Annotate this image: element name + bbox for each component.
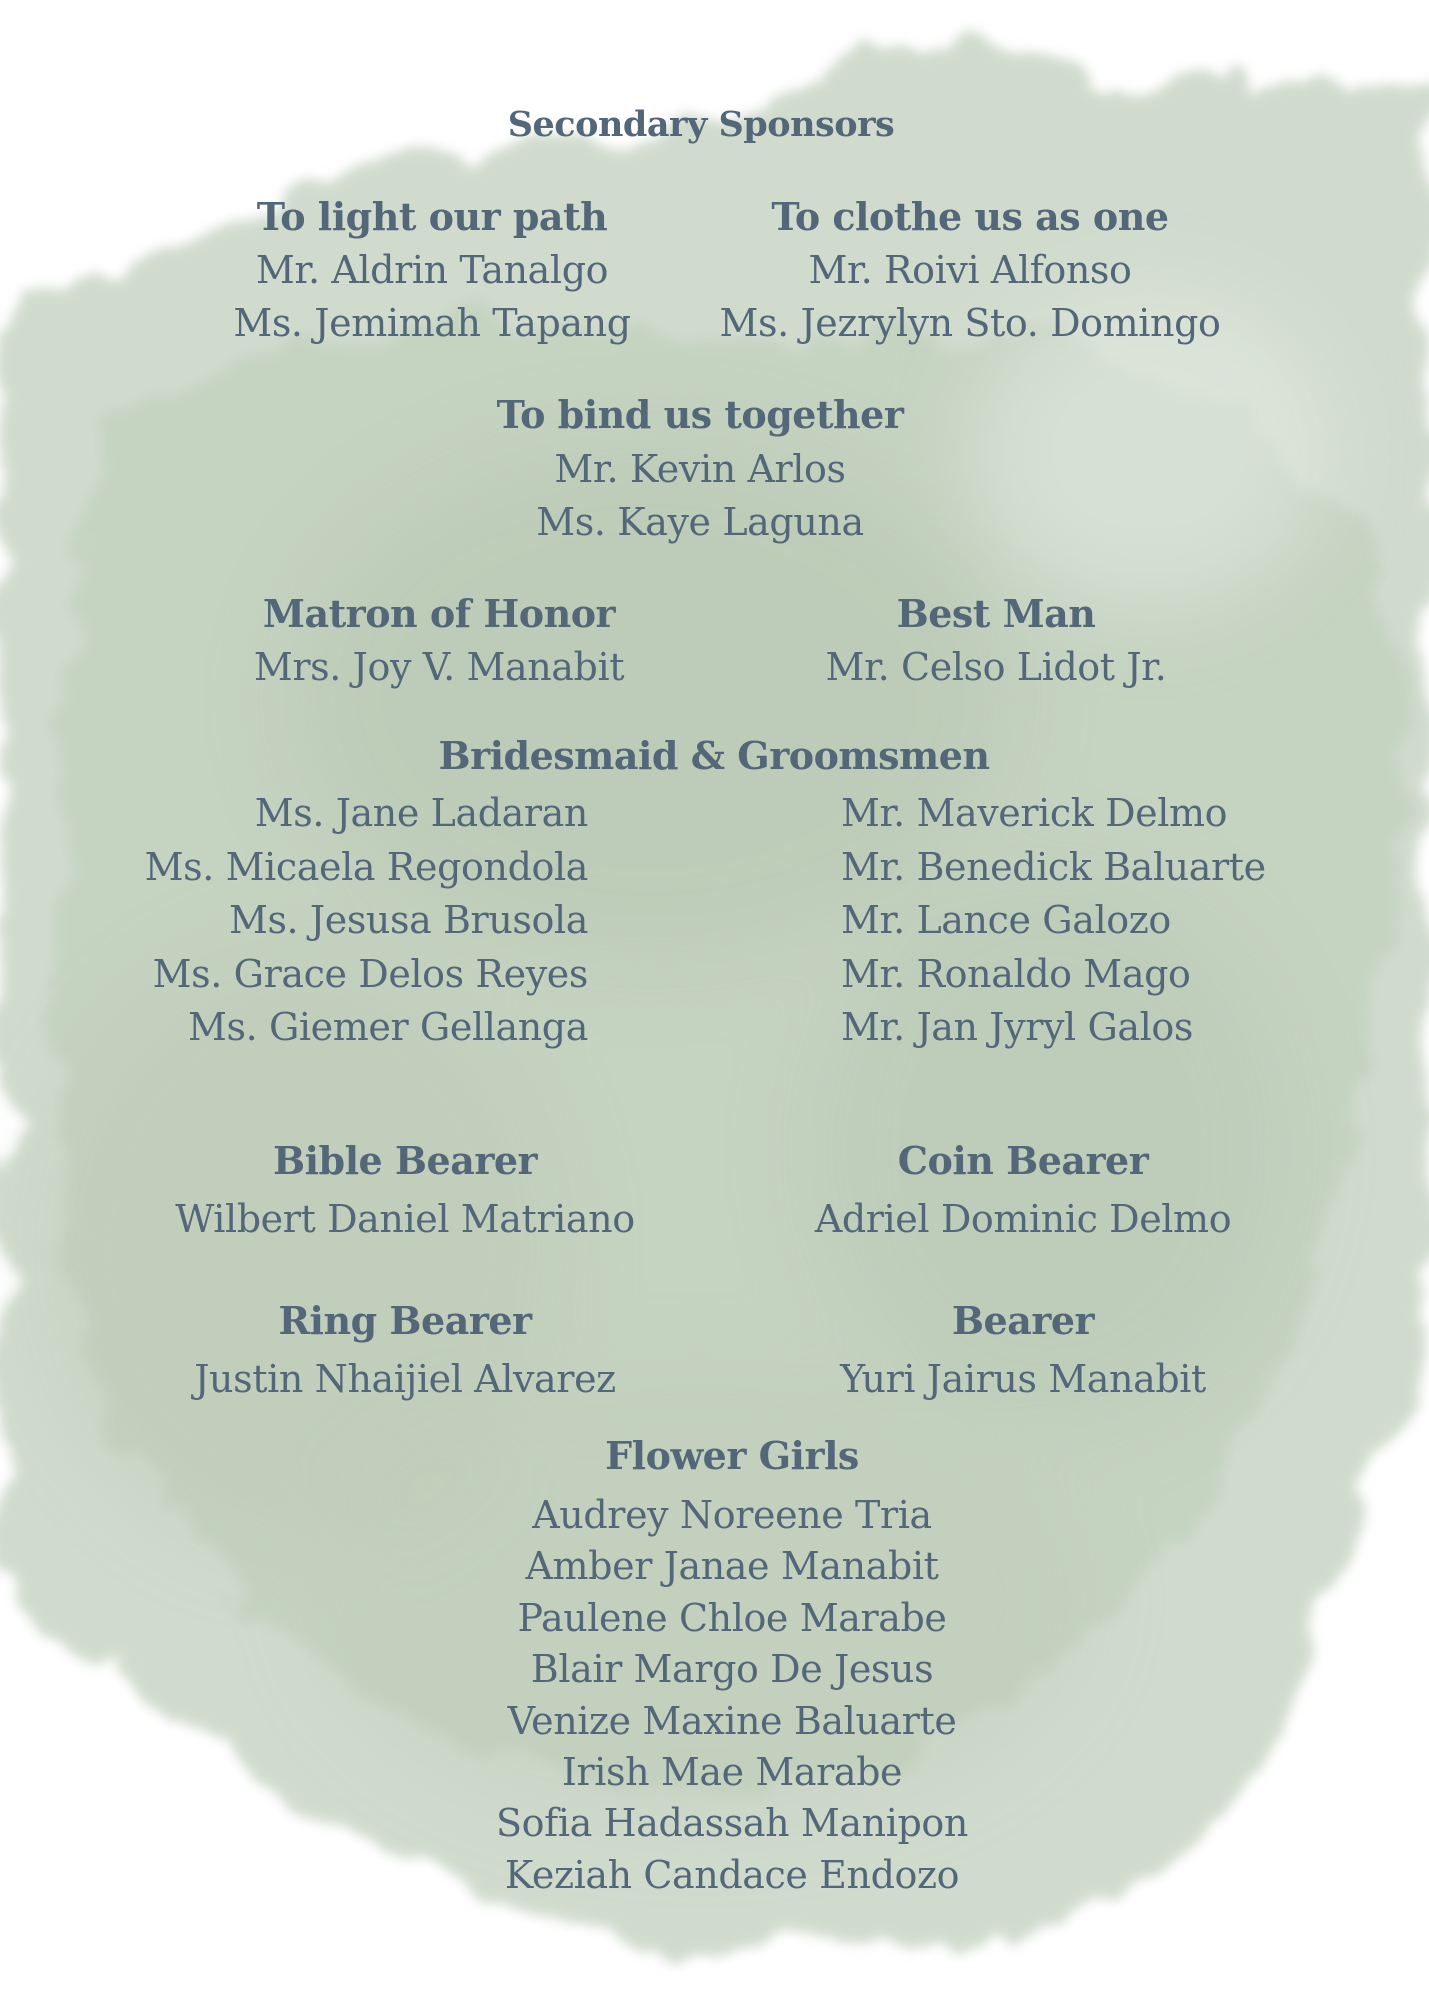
- bible-bearer-name: Wilbert Daniel Matriano: [175, 1197, 635, 1241]
- entourage-heading: Bridesmaid & Groomsmen: [438, 733, 990, 778]
- veil-sponsor-name: Ms. Jezrylyn Sto. Domingo: [719, 301, 1221, 345]
- flower-girl-name: Amber Janae Manabit: [525, 1544, 939, 1589]
- cord-sponsor-name: Ms. Kaye Laguna: [536, 500, 864, 544]
- page-title: Secondary Sponsors: [507, 104, 895, 145]
- groomsman-name: Mr. Lance Galozo: [841, 898, 1171, 942]
- bridesmaid-name: Ms. Micaela Regondola: [144, 845, 588, 889]
- groomsman-name: Mr. Jan Jyryl Galos: [841, 1005, 1194, 1049]
- veil-sponsors-heading: To clothe us as one: [771, 194, 1169, 239]
- coin-bearer-name: Adriel Dominic Delmo: [814, 1197, 1232, 1241]
- flower-girl-name: Paulene Chloe Marabe: [517, 1595, 947, 1640]
- veil-sponsor-name: Mr. Roivi Alfonso: [808, 248, 1132, 292]
- bridesmaid-name: Ms. Jane Ladaran: [254, 791, 588, 835]
- flower-girls-heading: Flower Girls: [605, 1433, 859, 1478]
- cord-sponsors-heading: To bind us together: [496, 392, 904, 437]
- candle-sponsor-name: Ms. Jemimah Tapang: [233, 301, 631, 345]
- ring-bearer-heading: Ring Bearer: [278, 1298, 532, 1343]
- bridesmaid-name: Ms. Jesusa Brusola: [228, 898, 588, 942]
- candle-sponsors-heading: To light our path: [256, 194, 608, 239]
- bridesmaid-name: Ms. Grace Delos Reyes: [152, 952, 588, 996]
- flower-girls-list: [496, 1490, 968, 1901]
- flower-girl-name: Venize Maxine Baluarte: [507, 1698, 957, 1743]
- flower-girl-name: Keziah Candace Endozo: [504, 1852, 960, 1897]
- candle-sponsor-name: Mr. Aldrin Tanalgo: [255, 248, 609, 292]
- groomsman-name: Mr. Ronaldo Mago: [841, 952, 1191, 996]
- best-man-name: Mr. Celso Lidot Jr.: [825, 645, 1167, 689]
- flower-girl-name: Audrey Noreene Tria: [532, 1493, 932, 1537]
- cord-sponsor-name: Mr. Kevin Arlos: [554, 447, 846, 491]
- bible-bearer-heading: Bible Bearer: [272, 1138, 538, 1183]
- groomsman-name: Mr. Maverick Delmo: [841, 791, 1228, 835]
- ring-bearer-name: Justin Nhaijiel Alvarez: [194, 1357, 616, 1401]
- matron-of-honor-heading: Matron of Honor: [262, 591, 616, 636]
- flower-girl-name: Irish Mae Marabe: [561, 1750, 903, 1795]
- bearer-heading: Bearer: [951, 1298, 1095, 1343]
- flower-girl-name: Blair Margo De Jesus: [530, 1647, 934, 1692]
- bridesmaid-name: Ms. Giemer Gellanga: [188, 1005, 588, 1049]
- matron-of-honor-name: Mrs. Joy V. Manabit: [253, 645, 625, 689]
- best-man-heading: Best Man: [896, 591, 1096, 636]
- bearer-name: Yuri Jairus Manabit: [840, 1357, 1206, 1401]
- groomsman-name: Mr. Benedick Baluarte: [841, 845, 1266, 889]
- flower-girl-name: Sofia Hadassah Manipon: [496, 1801, 968, 1846]
- coin-bearer-heading: Coin Bearer: [897, 1138, 1149, 1183]
